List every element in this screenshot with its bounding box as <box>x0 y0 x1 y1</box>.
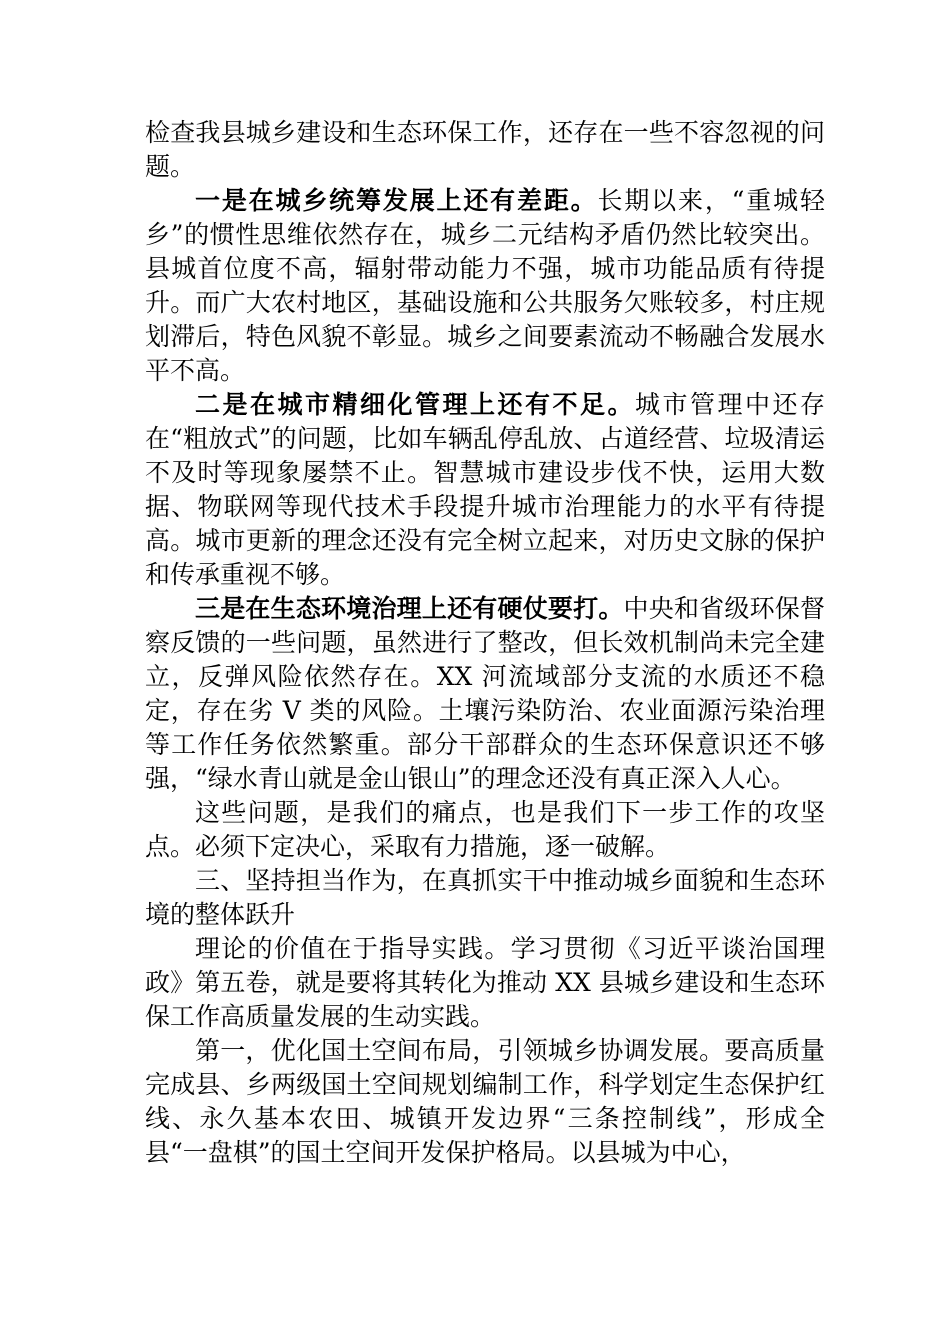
paragraph-text: 这些问题，是我们的痛点，也是我们下一步工作的攻坚点。必须下定决心，采取有力措施，逐一破解。 <box>145 798 825 861</box>
paragraph-text: 中央和省级环保督察反馈的一些问题，虽然进行了整改，但长效机制尚未完全建立，反弹风险依然存在。XX 河流域部分支流的水质还不稳定，存在劣 V 类的风险。土壤污染防治、农业面源污染治理等工作任务依然繁重。部分干部群众的生态环保意识还不够强，“绿水青山就是金山银山”的理念还没有真正深入人心。 <box>145 594 825 793</box>
paragraph-point-one <box>145 184 825 388</box>
paragraph-heading: 三是在生态环境治理上还有硬仗要打。 <box>195 594 624 623</box>
paragraph-theory <box>145 932 825 1034</box>
paragraph-point-two <box>145 388 825 592</box>
section-heading <box>145 864 825 932</box>
document-body <box>145 116 825 1170</box>
paragraph-heading: 一是在城乡统筹发展上还有差距。 <box>195 186 598 215</box>
paragraph-first-measure <box>145 1034 825 1170</box>
paragraph-text: 理论的价值在于指导实践。学习贯彻《习近平谈治国理政》第五卷，就是要将其转化为推动 XX 县城乡建设和生态环保工作高质量发展的生动实践。 <box>145 934 825 1031</box>
paragraph-point-three <box>145 592 825 796</box>
paragraph-text: 城市管理中还存在“粗放式”的问题，比如车辆乱停乱放、占道经营、垃圾清运不及时等现象屡禁不止。智慧城市建设步伐不快，运用大数据、物联网等现代技术手段提升城市治理能力的水平有待提高。城市更新的理念还没有完全树立起来，对历史文脉的保护和传承重视不够。 <box>145 390 825 589</box>
paragraph-text: 长期以来，“重城轻乡”的惯性思维依然存在，城乡二元结构矛盾仍然比较突出。县城首位度不高，辐射带动能力不强，城市功能品质有待提升。而广大农村地区，基础设施和公共服务欠账较多，村庄规划滞后，特色风貌不彰显。城乡之间要素流动不畅融合发展水平不高。 <box>145 186 825 385</box>
paragraph-heading: 二是在城市精细化管理上还有不足。 <box>195 390 635 419</box>
paragraph-text: 检查我县城乡建设和生态环保工作，还存在一些不容忽视的问题。 <box>145 118 825 181</box>
section-heading-text: 三、坚持担当作为，在真抓实干中推动城乡面貌和生态环境的整体跃升 <box>145 866 825 929</box>
paragraph-intro <box>145 116 825 184</box>
paragraph-text: 第一，优化国土空间布局，引领城乡协调发展。要高质量完成县、乡两级国土空间规划编制工作，科学划定生态保护红线、永久基本农田、城镇开发边界“三条控制线”，形成全县“一盘棋”的国土空间开发保护格局。以县城为中心， <box>145 1036 825 1167</box>
paragraph-summary <box>145 796 825 864</box>
